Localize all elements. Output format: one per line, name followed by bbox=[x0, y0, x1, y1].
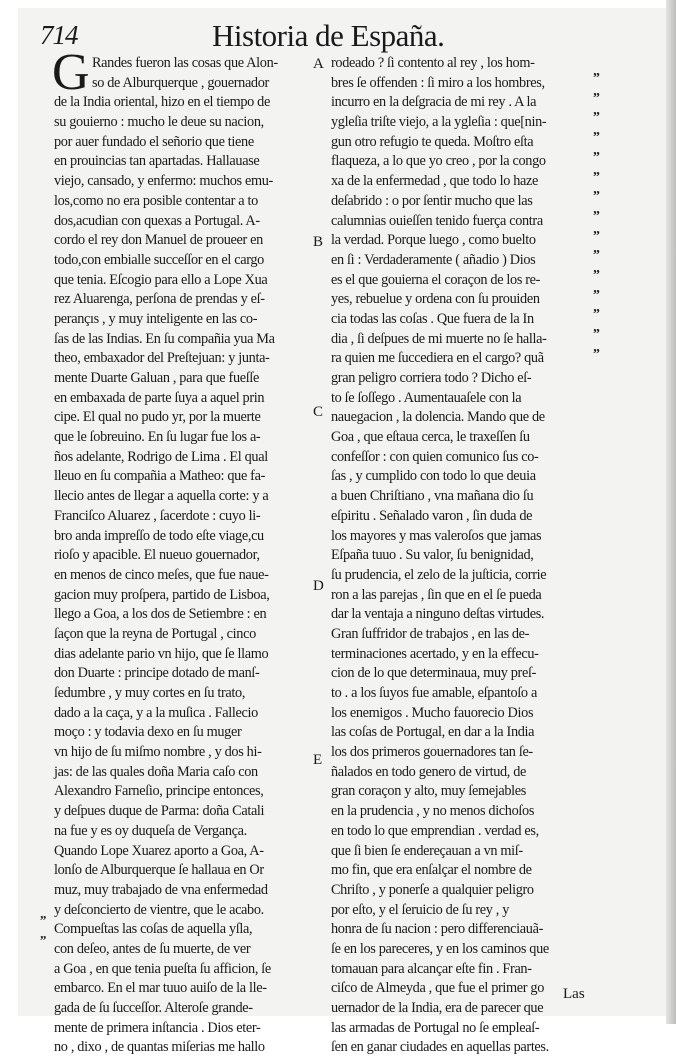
text-line: theo, embaxador del Preſtejuan: y junta- bbox=[54, 350, 270, 367]
text-line: los mayores y mas valeroſos que jamas bbox=[331, 527, 542, 544]
text-line: a Goa , en que tenia pueſta ſu afficion, ſe bbox=[54, 960, 271, 977]
text-line: ſe en los pareceres, y en los caminos que bbox=[331, 940, 549, 957]
text-line: ſedumbre , y muy cortes en ſu trato, bbox=[54, 685, 246, 701]
text-line: por eſto, y el ſeruicio de ſu rey , y bbox=[331, 901, 510, 918]
left-column bbox=[54, 54, 316, 1058]
text-line: yes, rebuelue y ordena con ſu prouiden bbox=[331, 291, 540, 308]
quote-mark: „ bbox=[593, 162, 601, 178]
text-line: dias adelante pario vn hijo, que ſe llamo bbox=[54, 645, 269, 662]
text-line: dado a la caça, y a la muſica . Fallecio bbox=[54, 704, 258, 721]
text-line: nauegacion , la dolencia. Mando que de bbox=[331, 409, 545, 426]
quote-mark: „ bbox=[593, 280, 601, 296]
quote-mark: „ bbox=[593, 64, 601, 79]
text-line: en todo lo que emprendian . verdad es, bbox=[331, 822, 539, 839]
text-line: calumnias ouieſſen tenido fuerça contra bbox=[331, 212, 543, 229]
text-line: ra quien me ſuccediera en el cargo? quã bbox=[331, 350, 544, 367]
text-line: las armadas de Portugal no ſe empleaſ- bbox=[331, 1019, 540, 1036]
right-column bbox=[331, 54, 591, 1058]
quote-mark: „ bbox=[593, 142, 601, 158]
text-line: cion de lo que determinaua, muy preſ- bbox=[331, 665, 537, 682]
text-line: eſpiritu . Señalado varon , ſin duda de bbox=[331, 507, 533, 524]
text-line: con deſeo, antes de ſu muerte, de ver bbox=[54, 940, 251, 957]
text-line: Quando Lope Xuarez aporto a Goa, A- bbox=[54, 842, 264, 859]
text-line: viejo, cansado, y enfermo: muchos emu- bbox=[54, 173, 273, 190]
quote-mark: „ bbox=[593, 201, 601, 217]
margin-letter-e: E bbox=[313, 752, 323, 768]
page-header bbox=[0, 8, 676, 53]
text-line: ygleſia triſte viejo, a la ygleſia : que[nin- bbox=[331, 114, 547, 131]
text-line: don Duarte : principe dotado de manſ- bbox=[54, 665, 260, 682]
text-line: bro anda impreſſo de todo eſte viage,cu bbox=[54, 527, 264, 544]
text-line: ſas , y cumplido con todo lo que deuia bbox=[331, 468, 536, 485]
text-line: mo fin, que era enſalçar el nombre de bbox=[331, 862, 532, 879]
text-line: ciſco de Almeyda , que fue el primer go bbox=[331, 980, 545, 997]
text-line: incurro en la deſgracia de mi rey . A la bbox=[331, 94, 537, 111]
text-line: Eſpaña tuuo . Su valor, ſu benignidad, bbox=[331, 547, 534, 564]
text-line: jas: de las quales doña Maria caſo con bbox=[54, 763, 258, 780]
text-line: y deſpues duque de Parma: doña Catali bbox=[54, 803, 265, 820]
text-line: lleuo en ſu compañia a Matheo: que fa- bbox=[54, 468, 265, 485]
text-line: llecio antes de llegar a aquella corte: y a bbox=[54, 488, 269, 505]
quote-mark: „ bbox=[593, 221, 601, 237]
text-line: los,como no era posible contentar a to bbox=[54, 192, 258, 209]
text-line: es el que gouierna el coraçon de los re- bbox=[331, 271, 541, 288]
text-line: los dos primeros gouernadores tan ſe- bbox=[331, 744, 533, 761]
text-line: en menos de cinco meſes, que fue naue- bbox=[54, 566, 269, 583]
text-line: muz, muy trabajado de vna enfermedad bbox=[54, 881, 268, 898]
text-line: xa de la enfermedad , que todo lo haze bbox=[331, 173, 539, 190]
quote-mark: „ bbox=[593, 241, 601, 257]
text-line: embarco. En el mar tuuo auiſo de la lle- bbox=[54, 980, 267, 997]
margin-letter-b: B bbox=[313, 234, 324, 250]
text-line: de la India oriental, hizo en el tiempo de bbox=[54, 94, 270, 111]
text-line: mente Duarte Galuan , para que fueſſe bbox=[54, 370, 259, 386]
text-line: deſabrido : o por ſentir mucho que las bbox=[331, 192, 533, 209]
quote-mark: „ bbox=[593, 123, 601, 139]
left-quote-mark: „ bbox=[40, 926, 47, 941]
text-line: que le ſobreuino. En ſu lugar fue los a- bbox=[54, 429, 261, 446]
text-line: todo,con embialle succeſſor en el cargo bbox=[54, 251, 264, 268]
text-line: vn hijo de ſu miſmo nombre , y dos hi- bbox=[54, 744, 262, 761]
text-line: en ſi : Verdaderamente ( añadio ) Dios bbox=[331, 251, 536, 268]
margin-letter-d: D bbox=[313, 578, 324, 594]
text-line: ſas de las Indias. En ſu compañia yua Ma bbox=[54, 330, 275, 347]
text-line: bres ſe offenden : ſi miro a los hombres, bbox=[331, 74, 545, 91]
text-line: la verdad. Porque luego , como buelto bbox=[331, 232, 536, 249]
text-line: confeſſor : con quien comunico ſus co- bbox=[331, 448, 539, 465]
text-line: gacion muy proſpera, partido de Lisboa, bbox=[54, 586, 270, 603]
margin-letter-c: C bbox=[313, 404, 324, 420]
text-line: Franciſco Aluarez , ſacerdote : cuyo li- bbox=[54, 507, 261, 524]
text-line: ños adelante, Rodrigo de Lima . El qual bbox=[54, 448, 268, 465]
text-line: rodeado ? ſi contento al rey , los hom- bbox=[331, 55, 535, 71]
text-line: gada de ſu ſucceſſor. Alteroſe grande- bbox=[54, 1000, 253, 1016]
text-line: dia , ſi deſpues de mi muerte no ſe halla- bbox=[331, 330, 547, 347]
text-line: Goa , que eſtaua cerca, le traxeſſen ſu bbox=[331, 429, 530, 446]
text-line: que ſi bien ſe endereçauan a vn miſ- bbox=[331, 842, 523, 859]
text-line: gun otro refugio te queda. Moſtro eſta bbox=[331, 133, 534, 150]
text-line: en prouincias tan apartadas. Hallauase bbox=[54, 153, 260, 170]
text-line: flaqueza, a lo que yo creo , por la congo bbox=[331, 153, 546, 170]
text-line: cia todas las coſas . Que fuera de la In bbox=[331, 310, 534, 327]
text-line: llego a Goa, a los dos de Setiembre : en bbox=[54, 606, 267, 623]
text-line: cipe. El qual no pudo yr, por la muerte bbox=[54, 409, 261, 426]
left-quote-mark: „ bbox=[40, 906, 47, 921]
text-line: que tenia. Eſcogio para ello a Lope Xua bbox=[54, 271, 268, 288]
text-line: Randes fueron las cosas que Alon- bbox=[92, 55, 278, 71]
text-line: ſaçon que la reyna de Portugal , cinco bbox=[54, 625, 256, 642]
text-line: honra de ſu nacion : pero differenciauã- bbox=[331, 921, 543, 938]
text-line: lonſo de Alburquerque ſe hallaua en Or bbox=[54, 862, 264, 879]
drop-cap: G bbox=[52, 44, 90, 101]
text-line: na fue y es oy duqueſa de Vergança. bbox=[54, 822, 247, 839]
text-line: so de Alburquerque , gouernador bbox=[92, 74, 269, 91]
text-line: moço : y todavia dexo en ſu muger bbox=[54, 724, 242, 741]
text-line: terminaciones acertado, y en la effecu- bbox=[331, 645, 539, 662]
text-line: gran peligro corriera todo ? Dicho eſ- bbox=[331, 370, 532, 386]
text-line: gran coraçon y alto, muy ſemejables bbox=[331, 783, 526, 800]
text-line: las coſas de Portugal, en dar a la India bbox=[331, 724, 535, 741]
text-line: to ſe ſoſſego . Aumentauaſele con la bbox=[331, 389, 522, 406]
text-line: ſu prudencia, el zelo de la juſticia, corrie bbox=[331, 566, 547, 583]
text-line: mente de primera inſtancia . Dios eter- bbox=[54, 1019, 261, 1036]
text-line: to . a los ſuyos fue amable, eſpantoſo a bbox=[331, 685, 537, 701]
quote-mark: „ bbox=[593, 339, 601, 355]
text-line: Compueſtas las coſas de aquella yſla, bbox=[54, 921, 253, 938]
text-line: por auer fundado el señorio que tiene bbox=[54, 133, 254, 150]
running-title: Historia de España. bbox=[212, 18, 445, 53]
scan-edge-shadow bbox=[666, 0, 676, 1024]
text-line: ſen en ganar ciudades en aquellas partes. bbox=[331, 1039, 549, 1056]
catchword: Las bbox=[563, 986, 585, 1002]
text-line: en embaxada de parte ſuya a aquel prin bbox=[54, 389, 265, 406]
text-line: en la prudencia , y no menos dichoſos bbox=[331, 803, 535, 820]
quote-mark: „ bbox=[593, 320, 601, 336]
text-line: perançıs , y muy inteligente en las co- bbox=[54, 310, 258, 327]
text-line: cordo el rey don Manuel de proueer en bbox=[54, 232, 263, 249]
text-line: su gouierno : mucho le deue su nacion, bbox=[54, 114, 264, 131]
page-number: 714 bbox=[40, 20, 78, 50]
text-line: Chriſto , y ponerſe a qualquier peligro bbox=[331, 881, 534, 898]
text-line: dar la ventaja a ninguno deſtas virtudes. bbox=[331, 606, 545, 623]
text-line: Alexandro Farneſio, principe entonces, bbox=[54, 783, 264, 800]
text-line: rioſo y apacible. El nueuo gouernador, bbox=[54, 547, 260, 564]
quote-mark: „ bbox=[593, 103, 601, 119]
text-line: ron a las parejas , ſin que en el ſe pueda bbox=[331, 586, 542, 603]
text-line: uernador de la India, era de parecer que bbox=[331, 1000, 544, 1016]
text-line: los enemigos . Mucho fauorecio Dios bbox=[331, 704, 534, 721]
text-line: ñalados en todo genero de virtud, de bbox=[331, 763, 527, 780]
text-line: a buen Chriſtiano , vna mañana dio ſu bbox=[331, 488, 534, 505]
text-line: no , dixo , de quantas miſerias me hallo bbox=[54, 1039, 265, 1056]
text-line: dos,acudian con quexas a Portugal. A- bbox=[54, 212, 260, 229]
quote-mark: „ bbox=[593, 261, 601, 276]
quote-mark: „ bbox=[593, 300, 601, 316]
text-line: rez Aluarenga, perſona de prendas y eſ- bbox=[54, 291, 265, 308]
text-line: tomauan para alcançar eſte fin . Fran- bbox=[331, 960, 532, 977]
text-line: y deſconcierto de vientre, que le acabo. bbox=[54, 901, 264, 918]
quote-mark: „ bbox=[593, 83, 601, 99]
text-line: Gran ſuffridor de trabajos , en las de- bbox=[331, 625, 530, 642]
quote-mark: „ bbox=[593, 182, 601, 198]
margin-letter-a: A bbox=[313, 56, 324, 72]
